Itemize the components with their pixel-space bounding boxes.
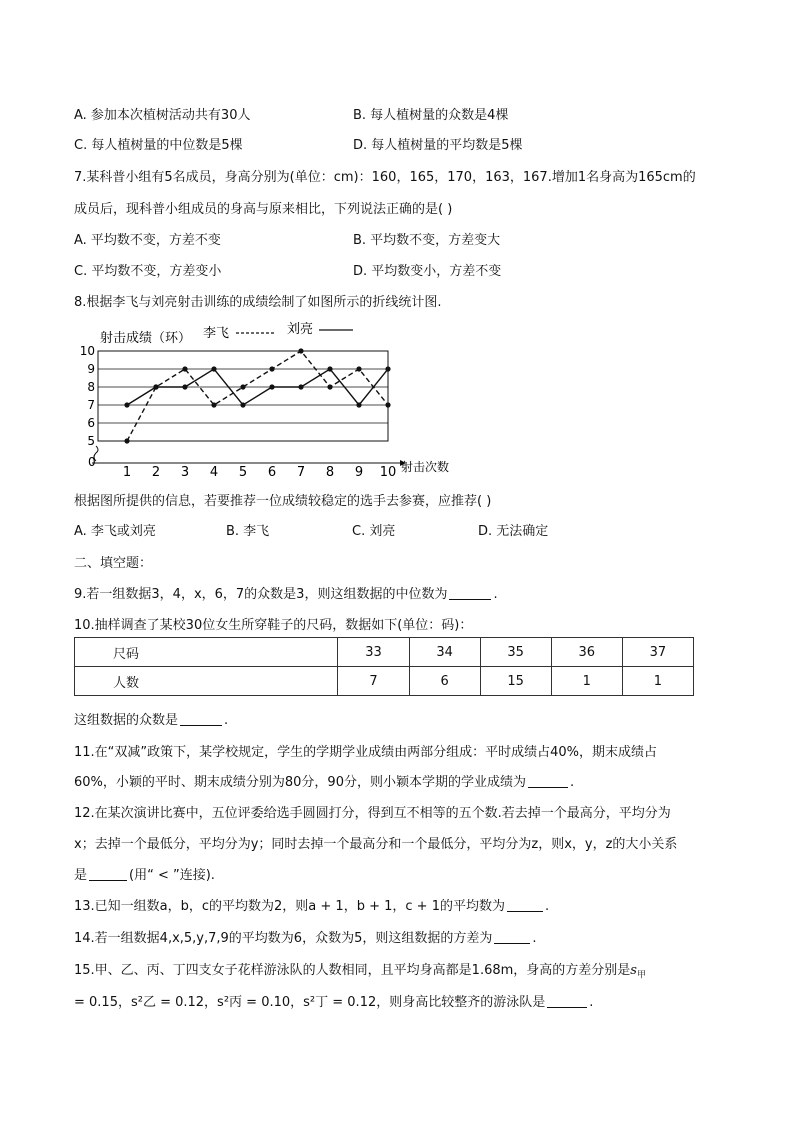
x-tick-label: 2 [151,465,161,478]
q11-text: 60%，小颖的平时、期末成绩分别为80分，90分，则小颖本学期的学业成绩为 [74,775,526,790]
data-point [153,384,158,389]
q10-answer-blank[interactable] [180,713,222,726]
q10-answer-line [74,709,228,728]
q8-question: 根据图所提供的信息，若要推荐一位成绩较稳定的选手去参赛，应推荐( ) [74,494,492,509]
x-tick-label: 4 [209,465,219,478]
x-tick-label: 8 [325,465,335,478]
q14-end: . [532,931,537,946]
data-point [240,384,245,389]
q9-text: 9.若一组数据3，4，x，6，7的众数是3，则这组数据的中位数为 [74,587,448,602]
data-point [124,402,129,407]
q15-answer-blank[interactable] [547,995,587,1008]
q8-option-a: A. 李飞或刘亮 [74,524,156,539]
q12-hint: (用“ < ”连接). [129,868,215,883]
data-point [327,366,332,371]
q8-option-b: B. 李飞 [226,524,270,539]
data-point [124,438,129,443]
q12-answer-blank[interactable] [89,868,127,881]
table-cell: 34 [409,638,480,667]
q9-answer-blank[interactable] [449,587,491,600]
data-point [327,384,332,389]
q8-option-d: D. 无法确定 [478,524,549,539]
x-tick-label: 1 [122,465,132,478]
q9-end: . [493,587,498,602]
q8-option-c: C. 刘亮 [352,524,396,539]
q14-answer-blank[interactable] [494,931,530,944]
q6-option-a: A. 参加本次植树活动共有30人 [74,108,251,123]
chart-tick-labels [80,344,397,478]
data-point [356,366,361,371]
q15-stem-line1 [74,959,646,981]
q10-text: 这组数据的众数是 [74,713,179,728]
q14-text: 14.若一组数据4,x,5,y,7,9的平均数为6，众数为5，则这组数据的方差为 [74,931,493,946]
table-cell: 尺码 [75,638,338,667]
q7-option-c: C. 平均数不变，方差变小 [74,264,222,279]
data-point [211,366,216,371]
q15-text2: = 0.15，s²乙 = 0.12，s²丙 = 0.10，s²丁 = 0.12，则身高比较整齐的游泳队是 [74,995,546,1010]
data-point [298,384,303,389]
x-tick-label: 3 [180,465,190,478]
y-tick-label: 5 [87,434,95,448]
q14-stem [74,927,537,946]
data-point [211,402,216,407]
y-tick-label: 6 [87,416,95,430]
legend-lifei-label: 李飞 [203,326,230,341]
data-point [269,384,274,389]
q15-stem-line2 [74,991,593,1010]
q15-text: 15.甲、乙、丙、丁四支女子花样游泳队的人数相同，且平均身高都是1.68m，身高的方差分别是 [74,963,631,978]
q11-stem-line1: 11.在“双减”政策下，某学校规定，学生的学期学业成绩由两部分组成：平时成绩占40%，期末成绩占 [74,745,658,760]
x-tick-label: 9 [354,465,364,478]
x-tick-label: 5 [238,465,248,478]
data-point [240,402,245,407]
legend-liuliang-label: 刘亮 [287,322,314,337]
q11-stem-line2 [74,771,574,790]
q15-end: . [589,995,594,1010]
q13-stem [74,895,549,914]
table-cell: 人数 [75,667,338,696]
data-point [356,402,361,407]
table-cell: 15 [480,667,551,696]
shooting-line-chart [70,318,470,478]
y-tick-label: 7 [87,398,95,412]
origin-label: 0 [88,455,96,469]
table-row [75,638,694,667]
q10-stem: 10.抽样调查了某校30位女生所穿鞋子的尺码，数据如下(单位：码)： [74,618,473,633]
q8-stem: 8.根据李飞与刘亮射击训练的成绩绘制了如图所示的折线统计图. [74,295,442,310]
q6-option-b: B. 每人植树量的众数是4棵 [353,108,509,123]
x-axis-label: 射击次数 [401,460,450,474]
data-point [385,402,390,407]
data-point [182,366,187,371]
data-point [385,366,390,371]
data-point [269,366,274,371]
table-cell: 33 [338,638,409,667]
q12-stem-line3 [74,864,215,883]
table-cell: 1 [622,667,693,696]
y-axis-label: 射击成绩（环） [100,331,192,346]
q13-answer-blank[interactable] [507,899,543,912]
q11-answer-blank[interactable] [528,775,568,788]
q7-option-a: A. 平均数不变，方差不变 [74,233,221,248]
table-cell: 36 [551,638,622,667]
q7-stem-line2: 成员后，现科普小组成员的身高与原来相比，下列说法正确的是( ) [74,202,453,217]
q15-variance-symbol: s [630,963,637,978]
data-point [182,384,187,389]
table-cell: 35 [480,638,551,667]
table-cell: 6 [409,667,480,696]
q11-end: . [569,775,575,790]
x-tick-label: 7 [296,465,306,478]
chart-series [124,348,390,443]
table-cell: 37 [622,638,693,667]
y-tick-label: 8 [87,380,95,394]
shoe-size-table [74,637,694,696]
y-tick-label: 10 [79,344,95,358]
y-tick-label: 9 [87,362,95,376]
x-tick-label: 6 [267,465,277,478]
q7-option-d: D. 平均数变小，方差不变 [353,264,502,279]
q6-option-c: C. 每人植树量的中位数是5棵 [74,138,243,153]
q6-option-d: D. 每人植树量的平均数是5棵 [353,138,523,153]
q12-stem-line2: x；去掉一个最低分，平均分为y；同时去掉一个最高分和一个最低分，平均分为z，则x，y，z的大小关系 [74,837,678,852]
table-cell: 1 [551,667,622,696]
q10-end: . [224,713,229,728]
q13-end: . [544,899,550,914]
q12-text: 是 [74,868,88,883]
table-row [75,667,694,696]
x-tick-label: 10 [379,465,397,478]
q7-stem-line1: 7.某科普小组有5名成员，身高分别为(单位：cm)：160，165，170，163，167.增加1名身高为165cm的 [74,170,696,185]
q12-stem-line1: 12.在某次演讲比赛中，五位评委给选手圆圆打分，得到互不相等的五个数.若去掉一个最高分，平均分为 [74,806,671,821]
q15-variance-subscript: 甲 [636,970,646,981]
section-fill-in-title: 二、填空题： [74,556,153,571]
q7-option-b: B. 平均数不变，方差变大 [353,233,501,248]
data-point [298,348,303,353]
q13-text: 13.已知一组数a，b，c的平均数为2，则a + 1，b + 1，c + 1的平均数为 [74,899,505,914]
q9-stem [74,583,498,602]
table-cell: 7 [338,667,409,696]
